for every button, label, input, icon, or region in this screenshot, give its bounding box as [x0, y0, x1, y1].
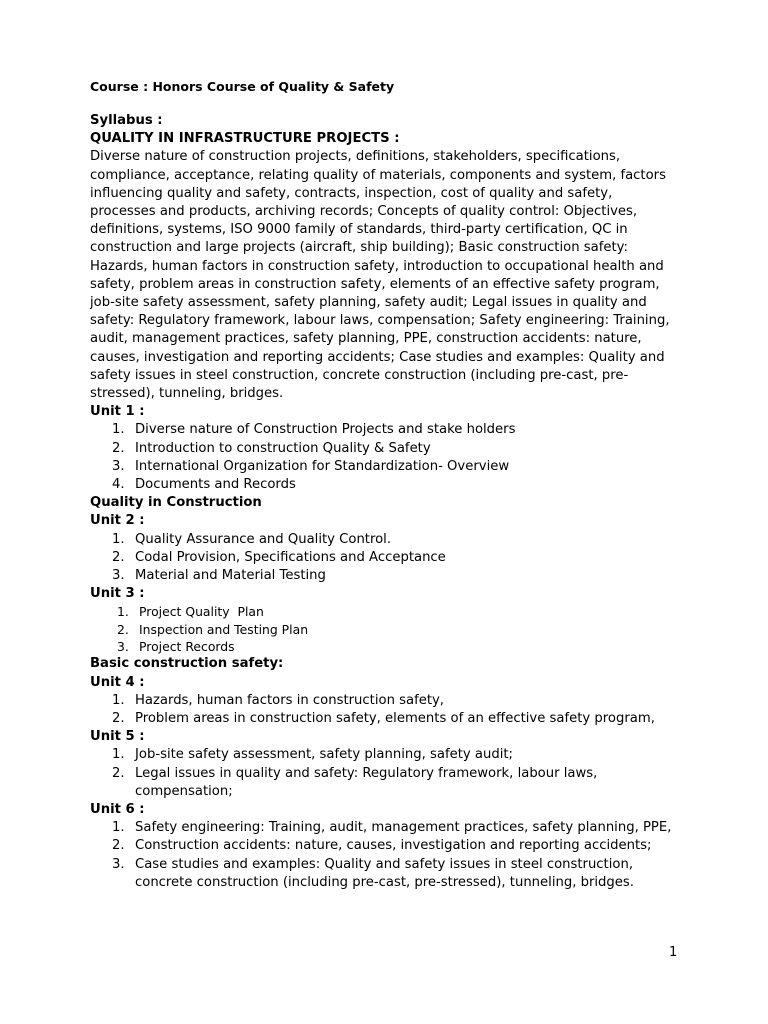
- list-item: [90, 638, 690, 655]
- list-item-text: Project Records: [139, 639, 235, 655]
- quality-in-construction-heading: Quality in Construction: [90, 495, 262, 511]
- basic-construction-safety-heading: Basic construction safety:: [90, 656, 284, 672]
- list-item: [90, 837, 690, 855]
- unit-6-heading: Unit 6 :: [90, 802, 145, 817]
- list-item: [90, 531, 690, 549]
- page-number: 1: [669, 945, 678, 960]
- list-item: [90, 476, 690, 494]
- list-item-number: 4.: [112, 477, 125, 493]
- unit-6-list: [90, 819, 690, 892]
- list-item-text: Introduction to construction Quality & Safety: [135, 440, 431, 456]
- list-item-number: 1.: [112, 531, 125, 547]
- list-item: [90, 440, 690, 458]
- list-item-number: 1.: [112, 422, 125, 438]
- unit-5-heading: Unit 5 :: [90, 729, 145, 745]
- list-item-number: 3.: [112, 568, 125, 584]
- list-item-number: 2.: [112, 710, 125, 726]
- unit-2-heading: Unit 2 :: [90, 513, 145, 529]
- list-item-text: Codal Provision, Specifications and Acceptance: [135, 549, 446, 565]
- list-item: [90, 621, 690, 638]
- unit-1-heading: Unit 1 :: [90, 404, 145, 420]
- section-main-heading: QUALITY IN INFRASTRUCTURE PROJECTS :: [90, 131, 400, 147]
- list-item-text: Inspection and Testing Plan: [139, 621, 309, 637]
- list-item-number: 2.: [117, 621, 129, 637]
- section-main-description: Diverse nature of construction projects, definitions, stakeholders, specifications, compliance, acceptance, relating quality of materials, components and system, factors influencing quality and safety, contracts, inspection, cost of quality and safety, processes and products, archiving records; Concepts of quality control: Objectives, definitions, systems, ISO 9000 family of standards, third-party certification, QC in construction and large projects (aircraft, ship building); Basic construction safety: Hazards, human factors in construction safety, introduction to occupational health and safety, problem areas in construction safety, elements of an effective safety program, job-site safety assessment, safety planning, safety audit; Legal issues in quality and safety: Regulatory framework, labour laws, compensation; Safety engineering: Training, audit, management practices, safety planning, PPE, construction accidents: nature, causes, investigation and reporting accidents; Case studies and examples: Quality and safety issues in steel construction, concrete construction (including pre-cast, pre-stressed), tunneling, bridges.: [90, 149, 670, 402]
- list-item-number: 2.: [112, 838, 125, 854]
- list-item-number: 1.: [112, 820, 125, 836]
- list-item-number: 2.: [112, 440, 125, 456]
- unit-3-list: [90, 603, 690, 655]
- list-item-number: 3.: [117, 639, 129, 655]
- list-item: [90, 746, 690, 764]
- list-item-text: Diverse nature of Construction Projects and stake holders: [135, 422, 516, 438]
- list-item-text: Safety engineering: Training, audit, management practices, safety planning, PPE,: [135, 820, 672, 836]
- list-item: [90, 710, 690, 728]
- list-item-text: Case studies and examples: Quality and safety issues in steel construction, concrete construction (including pre-cast, pre-stressed), tunneling, bridges.: [135, 856, 634, 890]
- list-item-number: 1.: [112, 747, 125, 763]
- unit-2-list: [90, 531, 690, 586]
- list-item: [90, 819, 690, 837]
- unit-4-heading: Unit 4 :: [90, 674, 145, 690]
- list-item: [90, 692, 690, 710]
- list-item-number: 1.: [117, 604, 129, 620]
- unit-5-list: [90, 746, 690, 801]
- list-item: [90, 458, 690, 476]
- list-item: [90, 567, 690, 585]
- list-item-text: International Organization for Standardization- Overview: [135, 458, 510, 474]
- list-item: [90, 603, 690, 620]
- list-item-number: 2.: [112, 549, 125, 565]
- list-item-text: Job-site safety assessment, safety planning, safety audit;: [135, 747, 513, 763]
- unit-4-list: [90, 692, 690, 728]
- list-item-text: Material and Material Testing: [135, 568, 326, 584]
- list-item: [90, 549, 690, 567]
- list-item-number: 2.: [112, 765, 125, 781]
- list-item-text: Hazards, human factors in construction safety,: [135, 692, 444, 708]
- list-item-text: Problem areas in construction safety, elements of an effective safety program,: [135, 710, 655, 726]
- list-item-number: 1.: [112, 692, 125, 708]
- list-item: [90, 856, 690, 892]
- list-item-text: Documents and Records: [135, 477, 296, 493]
- syllabus-label: Syllabus :: [90, 113, 163, 128]
- list-item: [90, 421, 690, 439]
- list-item-text: Construction accidents: nature, causes, investigation and reporting accidents;: [135, 838, 652, 854]
- list-item-text: Quality Assurance and Quality Control.: [135, 531, 392, 547]
- unit-3-heading: Unit 3 :: [90, 586, 145, 602]
- list-item-number: 3.: [112, 856, 125, 872]
- course-title: Course : Honors Course of Quality & Safety: [90, 79, 395, 94]
- list-item-text: Legal issues in quality and safety: Regulatory framework, labour laws, compensation;: [135, 765, 598, 799]
- list-item-number: 3.: [112, 458, 125, 474]
- syllabus-content: [90, 112, 690, 892]
- list-item-text: Project Quality Plan: [139, 604, 264, 620]
- list-item: [90, 765, 655, 801]
- unit-1-list: [90, 421, 690, 494]
